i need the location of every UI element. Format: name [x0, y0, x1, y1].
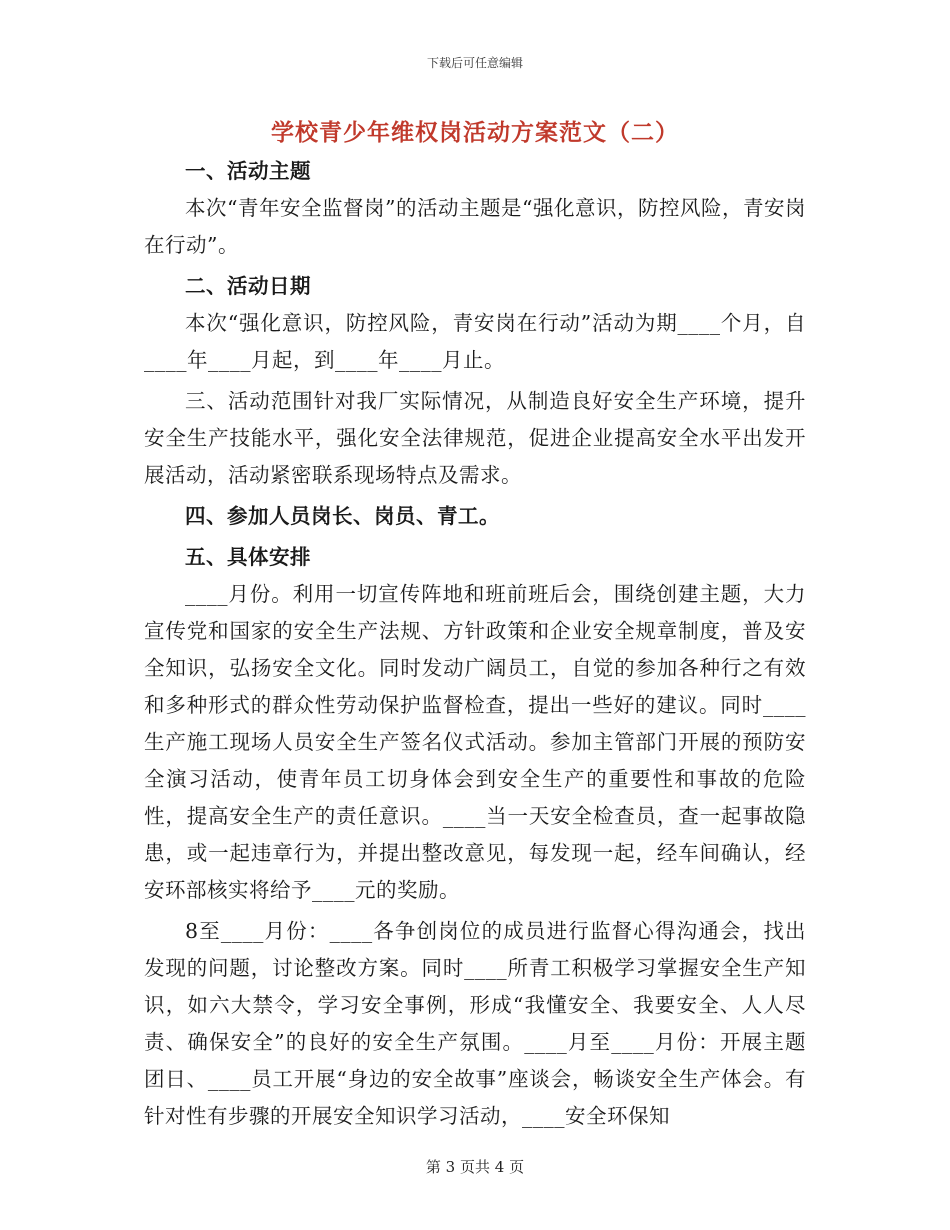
paragraph-scope: 三、活动范围针对我厂实际情况，从制造良好安全生产环境，提升安全生产技能水平，强化安全法律规范，促进企业提高安全水平出发开展活动，活动紧密联系现场特点及需求。	[144, 389, 806, 487]
section-heading-date: 二、活动日期	[185, 274, 311, 298]
page-footer: 第 3 页共 4 页	[425, 1158, 525, 1176]
section-heading-arrangement: 五、具体安排	[185, 545, 311, 569]
section-heading-theme: 一、活动主题	[185, 159, 311, 183]
paragraph-arrangement-2: 8至____月份：____各争创岗位的成员进行监督心得沟通会，找出发现的问题，讨论整改方案。同时____所青工积极学习掌握安全生产知识，如六大禁令，学习安全事例，形成“我懂安全、我要安全、人人尽责、确保安全”的良好的安全生产氛围。____月至____月份：开展主题团日、____员工开展“身边的安全故事”座谈会，畅谈安全生产体会。有针对性有步骤的开展安全知识学习活动，____安全环保知	[144, 919, 806, 1128]
document-title: 学校青少年维权岗活动方案范文（二）	[271, 119, 679, 146]
paragraph-theme: 本次“青年安全监督岗”的活动主题是“强化意识，防控风险，青安岗在行动”。	[144, 196, 806, 257]
paragraph-date: 本次“强化意识，防控风险，青安岗在行动”活动为期____个月，自____年____月起，到____年____月止。	[144, 311, 806, 372]
section-heading-participants: 四、参加人员岗长、岗员、青工。	[185, 504, 500, 528]
page-header: 下载后可任意编辑	[426, 56, 523, 70]
paragraph-arrangement-1: ____月份。利用一切宣传阵地和班前班后会，围绕创建主题，大力宣传党和国家的安全生产法规、方针政策和企业安全规章制度，普及安全知识，弘扬安全文化。同时发动广阔员工，自觉的参加各种行之有效和多种形式的群众性劳动保护监督检查，提出一些好的建议。同时____生产施工现场人员安全生产签名仪式活动。参加主管部门开展的预防安全演习活动，使青年员工切身体会到安全生产的重要性和事故的危险性，提高安全生产的责任意识。____当一天安全检查员，查一起事故隐患，或一起违章行为，并提出整改意见，每发现一起，经车间确认，经安环部核实将给予____元的奖励。	[144, 582, 806, 902]
document-body	[144, 150, 806, 1135]
